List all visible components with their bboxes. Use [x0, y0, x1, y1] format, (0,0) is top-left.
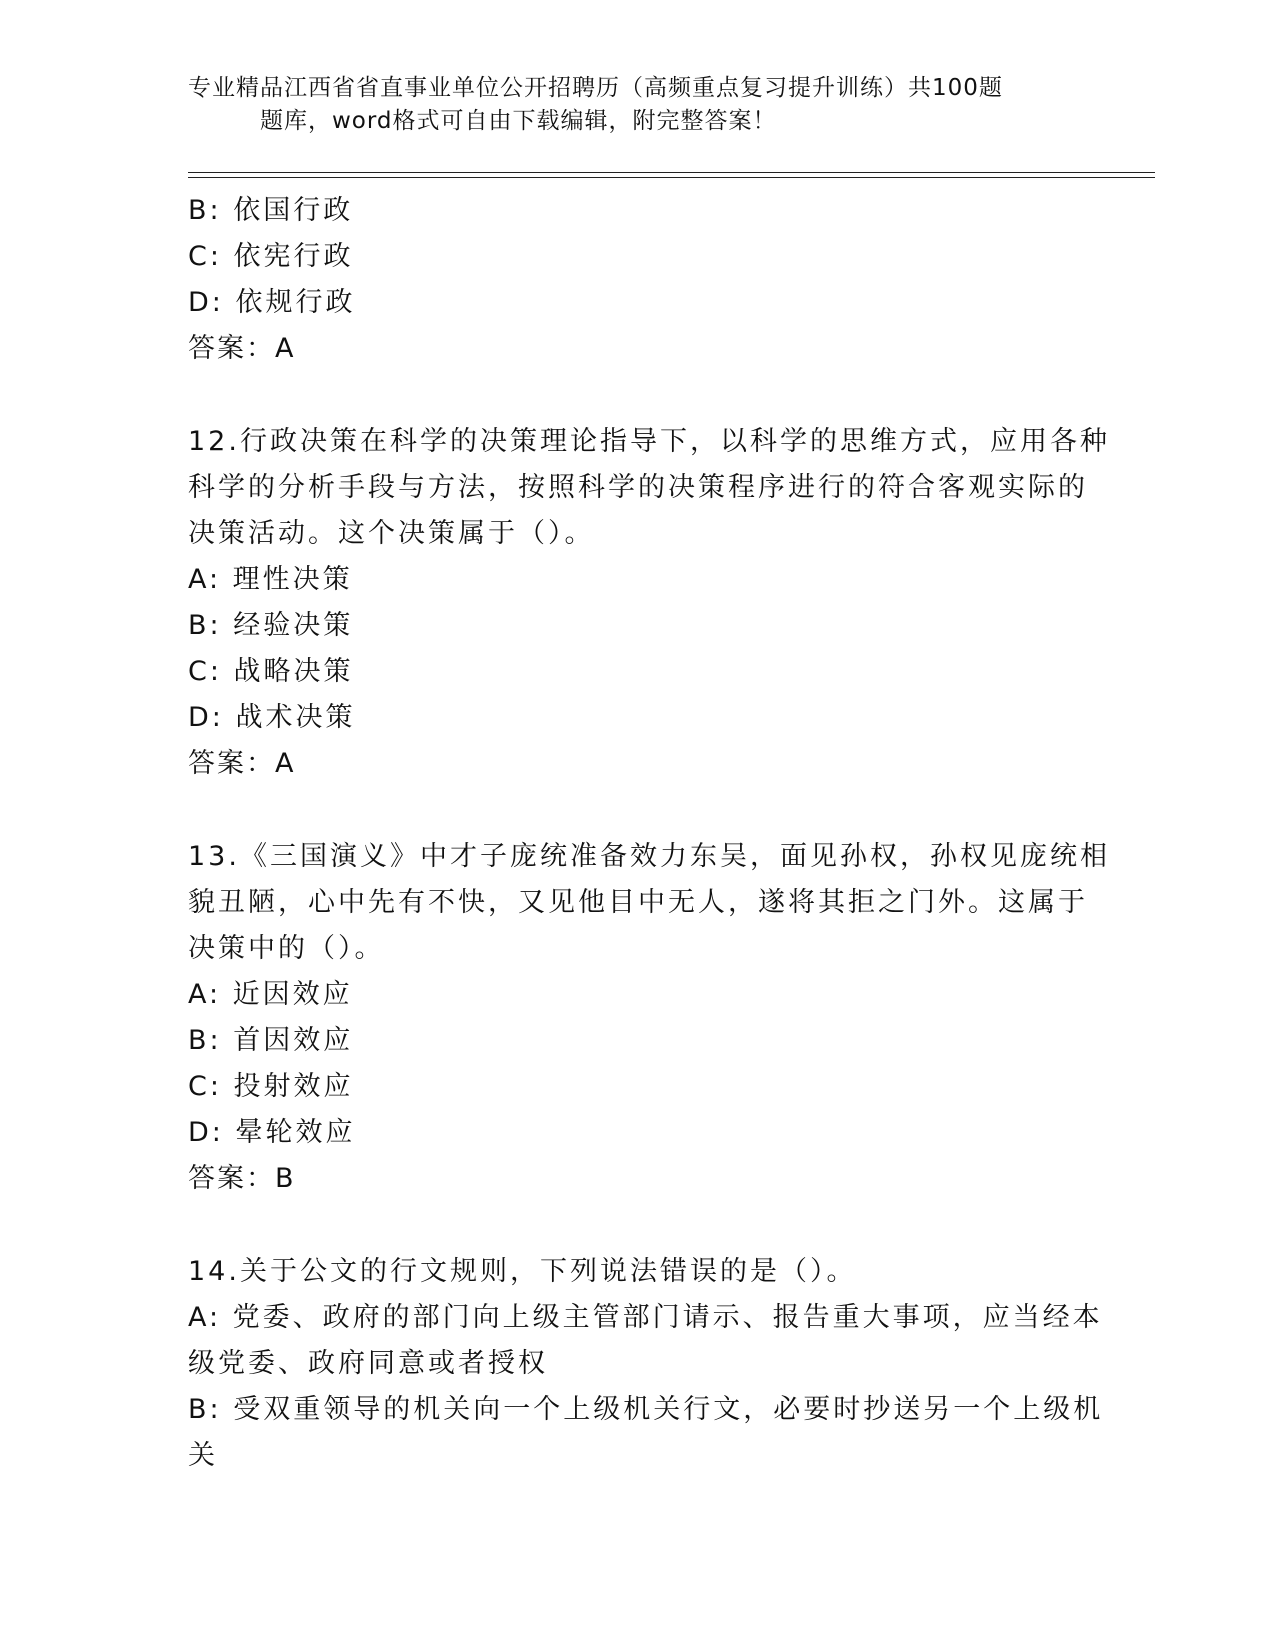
question-stem-line: 决策活动。这个决策属于（）。 [188, 518, 595, 549]
question-stem-line: 12.行政决策在科学的决策理论指导下，以科学的思维方式，应用各种 [188, 426, 1110, 457]
option-d: D: 依规行政 [188, 287, 356, 318]
header-rule-top [188, 172, 1155, 173]
option-d: D: 晕轮效应 [188, 1117, 356, 1148]
option-c: C: 战略决策 [188, 656, 354, 687]
question-stem-line: 14.关于公文的行文规则，下列说法错误的是（）。 [188, 1256, 857, 1287]
option-d: D: 战术决策 [188, 702, 356, 733]
option-b: B: 依国行政 [188, 195, 354, 226]
option-b: B: 经验决策 [188, 610, 354, 641]
option-b-continued: 关 [188, 1440, 218, 1471]
option-a: A: 近因效应 [188, 979, 353, 1010]
document-body [188, 188, 1110, 1479]
question-stem-line: 科学的分析手段与方法，按照科学的决策程序进行的符合客观实际的 [188, 472, 1088, 503]
option-c: C: 投射效应 [188, 1071, 354, 1102]
answer-line: 答案：B [188, 1163, 296, 1194]
document-header [188, 72, 1068, 138]
header-title-line-2: 题库，word格式可自由下载编辑，附完整答案！ [260, 108, 777, 134]
question-stem-line: 决策中的（）。 [188, 933, 385, 964]
question-14 [188, 1249, 1104, 1479]
question-12 [188, 419, 1110, 787]
answer-line: 答案：A [188, 748, 296, 779]
question-13 [188, 834, 1110, 1202]
question-11-tail [188, 188, 1078, 372]
option-a: A: 理性决策 [188, 564, 353, 595]
question-stem-line: 貌丑陋，心中先有不快，又见他目中无人，遂将其拒之门外。这属于 [188, 887, 1088, 918]
question-stem-line: 13.《三国演义》中才子庞统准备效力东吴，面见孙权，孙权见庞统相 [188, 841, 1110, 872]
option-b: B: 首因效应 [188, 1025, 354, 1056]
option-c: C: 依宪行政 [188, 241, 354, 272]
header-rule-bottom [188, 177, 1155, 178]
option-a: A: 党委、政府的部门向上级主管部门请示、报告重大事项，应当经本 [188, 1302, 1103, 1333]
option-b: B: 受双重领导的机关向一个上级机关行文，必要时抄送另一个上级机 [188, 1394, 1104, 1425]
answer-line: 答案：A [188, 333, 296, 364]
option-a-continued: 级党委、政府同意或者授权 [188, 1348, 548, 1379]
header-title-line-1: 专业精品江西省省直事业单位公开招聘历（高频重点复习提升训练）共100题 [188, 75, 1003, 101]
